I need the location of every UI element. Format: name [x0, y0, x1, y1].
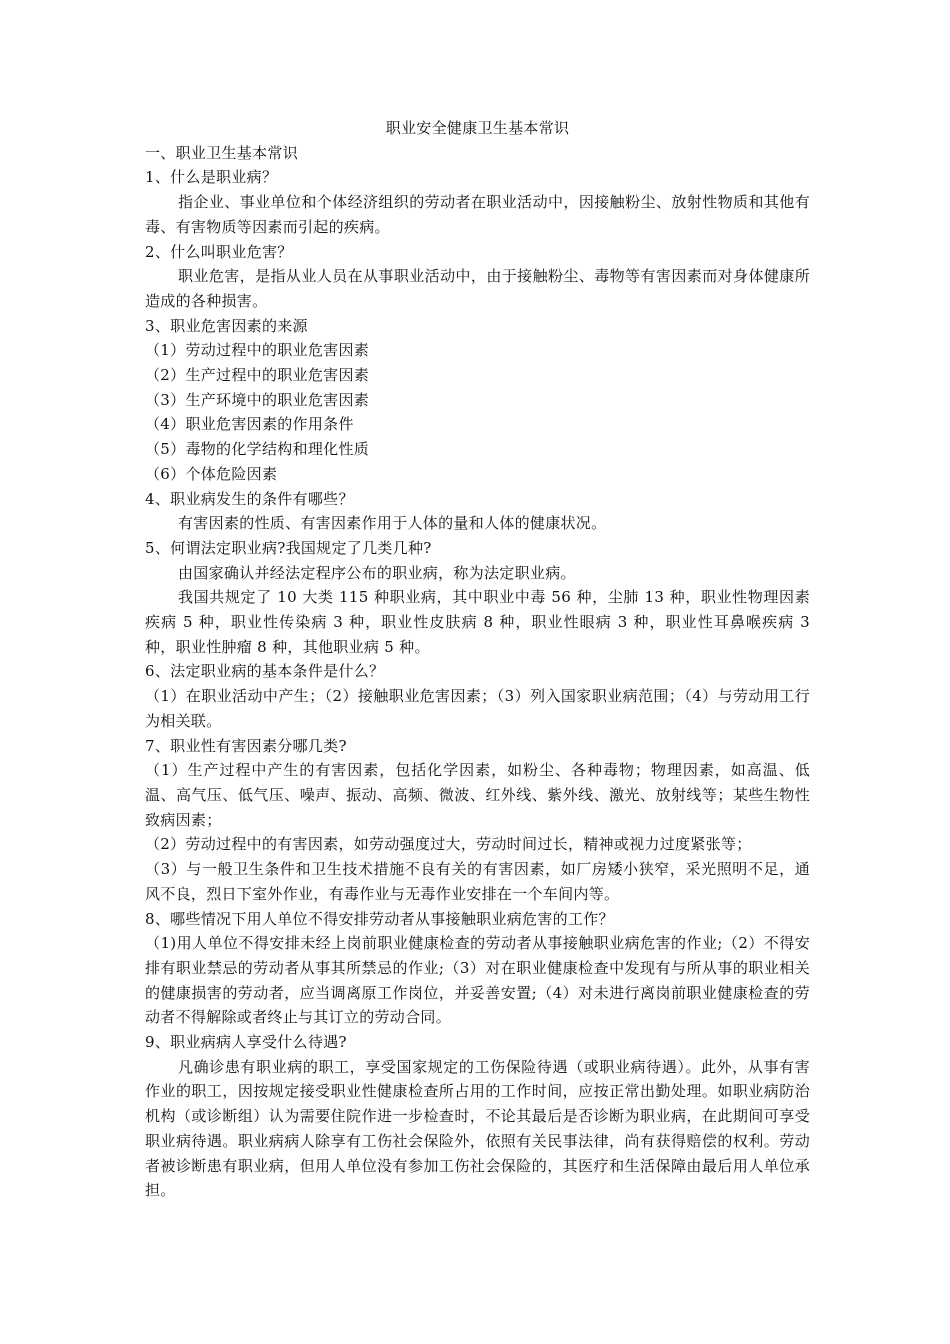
answer-5a: 由国家确认并经法定程序公布的职业病，称为法定职业病。	[178, 563, 576, 582]
list-item: （2）劳动过程中的有害因素，如劳动强度过大，劳动时间过长，精神或视力过度紧张等；	[145, 835, 752, 854]
list-item: （1）劳动过程中的职业危害因素	[145, 341, 370, 360]
list-item: （5）毒物的化学结构和理化性质	[145, 440, 370, 459]
question-heading-1: 1、什么是职业病？	[145, 168, 278, 187]
question-heading-3: 3、职业危害因素的来源	[145, 316, 308, 335]
answer-6: （1）在职业活动中产生；（2）接触职业危害因素；（3）列入国家职业病范围；（4）与劳动用工行为相关联。	[145, 687, 810, 730]
answer-9: 凡确诊患有职业病的职工，享受国家规定的工伤保险待遇（或职业病待遇）。此外，从事有害作业的职工，因按规定接受职业性健康检查所占用的工作时间，应按正常出勤处理。如职业病防治机构（或诊断组）认为需要住院作进一步检查时，不论其最后是否诊断为职业病，在此期间可享受职业病待遇。职业病病人除享有工伤社会保险外，依照有关民事法律，尚有获得赔偿的权利。劳动者被诊断患有职业病，但用人单位没有参加工伤社会保险的，其医疗和生活保障由最后用人单位承担。	[145, 1057, 810, 1200]
list-item: （2）生产过程中的职业危害因素	[145, 366, 370, 385]
document-title: 职业安全健康卫生基本常识	[385, 119, 570, 137]
question-heading-6: 6、法定职业病的基本条件是什么？	[145, 662, 385, 681]
question-heading-8: 8、哪些情况下用人单位不得安排劳动者从事接触职业病危害的工作？	[145, 909, 614, 928]
answer-8: （1)用人单位不得安排未经上岗前职业健康检查的劳动者从事接触职业病危害的作业;（2）不得安排有职业禁忌的劳动者从事其所禁忌的作业;（3）对在职业健康检查中发现有与所从事的职业相关的健康损害的劳动者，应当调离原工作岗位，并妥善安置;（4）对未进行离岗前职业健康检查的劳动者不得解除或者终止与其订立的劳动合同。	[145, 934, 810, 1027]
answer-1: 指企业、事业单位和个体经济组织的劳动者在职业活动中，因接触粉尘、放射性物质和其他有毒、有害物质等因素而引起的疾病。	[145, 193, 810, 236]
question-heading-7: 7、职业性有害因素分哪几类?	[145, 736, 347, 755]
list-item: （6）个体危险因素	[145, 464, 278, 483]
section-heading: 一、职业卫生基本常识	[145, 143, 299, 162]
answer-5b: 我国共规定了 10 大类 115 种职业病，其中职业中毒 56 种，尘肺 13 种，职业性物理因素疾病 5 种，职业性传染病 3 种，职业性皮肤病 8 种，职业性眼病 3 种，职业性耳鼻喉疾病 3 种，职业性肿瘤 8 种，其他职业病 5 种。	[145, 588, 810, 656]
list-item: （3）生产环境中的职业危害因素	[145, 390, 370, 409]
list-item: （3）与一般卫生条件和卫生技术措施不良有关的有害因素，如厂房矮小狭窄，采光照明不足，通风不良，烈日下室外作业，有毒作业与无毒作业安排在一个车间内等。	[145, 860, 810, 903]
list-item: （1）生产过程中产生的有害因素，包括化学因素，如粉尘、各种毒物；物理因素，如高温、低温、高气压、低气压、噪声、振动、高频、微波、红外线、紫外线、激光、放射线等；某些生物性致病因素；	[145, 761, 810, 829]
document-body	[145, 116, 810, 1203]
answer-4: 有害因素的性质、有害因素作用于人体的量和人体的健康状况。	[178, 514, 607, 533]
question-heading-2: 2、什么叫职业危害？	[145, 242, 293, 261]
answer-2: 职业危害，是指从业人员在从事职业活动中，由于接触粉尘、毒物等有害因素而对身体健康所造成的各种损害。	[145, 267, 810, 310]
question-heading-5: 5、何谓法定职业病?我国规定了几类几种?	[145, 538, 432, 557]
question-heading-4: 4、职业病发生的条件有哪些？	[145, 489, 354, 508]
question-heading-9: 9、职业病病人享受什么待遇?	[145, 1033, 347, 1052]
list-item: （4）职业危害因素的作用条件	[145, 415, 354, 434]
